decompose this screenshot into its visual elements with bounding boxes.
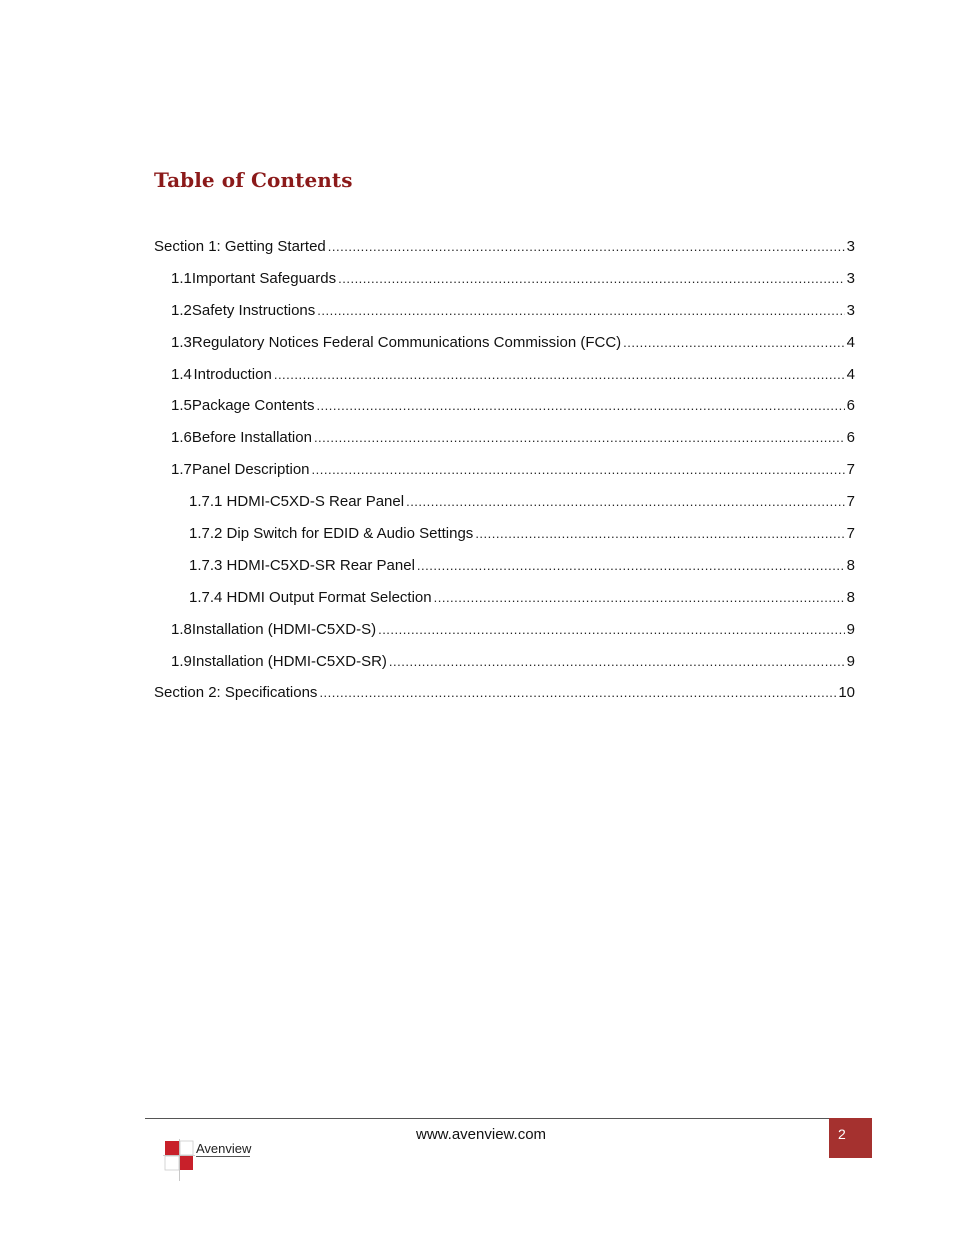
toc-entry-label: Package Contents — [191, 397, 315, 415]
toc-entry-number: 1.3 — [171, 333, 192, 351]
toc-entry-label: Safety Instructions — [191, 301, 316, 319]
toc-entry-page: 7 — [846, 461, 855, 479]
toc-entry[interactable] — [154, 492, 855, 524]
toc-entry-page: 3 — [846, 238, 855, 255]
dot-leader — [328, 237, 845, 257]
toc-entry-page: 8 — [846, 556, 855, 574]
toc-entry-page: 4 — [846, 365, 855, 383]
toc-entry-label: Installation (HDMI-C5XD-S) — [191, 620, 377, 638]
toc-entry-label: 1.7.3 HDMI-C5XD-SR Rear Panel — [189, 556, 415, 574]
dot-leader — [623, 333, 845, 353]
toc-entry-page: 4 — [846, 333, 855, 351]
logo-mark-icon — [163, 1139, 195, 1181]
toc-entry-number: 1.1 — [171, 269, 192, 287]
toc-entry-label: Section 1: Getting Started — [154, 238, 326, 255]
toc-entry-label: Important Safeguards — [191, 269, 337, 287]
toc-entry-number: 1.4 — [171, 365, 192, 383]
logo-text: Avenview — [196, 1141, 252, 1156]
toc-entry-label: Regulatory Notices Federal Communications Commission (FCC) — [191, 333, 622, 351]
dot-leader — [475, 524, 844, 544]
table-of-contents — [154, 237, 855, 715]
dot-leader — [417, 556, 845, 576]
toc-entry-number: 1.5 — [171, 397, 192, 415]
dot-leader — [389, 652, 845, 672]
dot-leader — [317, 301, 844, 321]
toc-entry-page: 7 — [846, 493, 855, 511]
toc-entry-label: Panel Description — [191, 461, 310, 479]
dot-leader — [319, 683, 836, 703]
dot-leader — [338, 269, 845, 289]
logo-underline — [196, 1156, 250, 1157]
toc-entry-page: 6 — [846, 429, 855, 447]
toc-entry-page: 6 — [846, 397, 855, 415]
toc-entry[interactable] — [154, 365, 855, 397]
toc-entry[interactable] — [154, 237, 855, 269]
toc-entry[interactable] — [154, 652, 855, 684]
dot-leader — [434, 588, 845, 608]
page-number: 2 — [838, 1126, 846, 1142]
toc-entry-number: 1.8 — [171, 620, 192, 638]
toc-entry[interactable] — [154, 460, 855, 492]
footer-website-link[interactable]: www.avenview.com — [416, 1126, 547, 1143]
page-title: Table of Contents — [154, 168, 353, 192]
dot-leader — [274, 365, 845, 385]
toc-entry-label: 1.7.1 HDMI-C5XD-S Rear Panel — [189, 493, 405, 511]
dot-leader — [312, 460, 845, 480]
toc-entry[interactable] — [154, 396, 855, 428]
toc-entry[interactable] — [154, 269, 855, 301]
toc-entry-page: 3 — [846, 269, 855, 287]
toc-entry[interactable] — [154, 683, 855, 715]
dot-leader — [316, 396, 844, 416]
toc-entry[interactable] — [154, 428, 855, 460]
toc-entry-number: 1.6 — [171, 429, 192, 447]
avenview-logo — [163, 1139, 273, 1181]
dot-leader — [378, 620, 845, 640]
toc-entry-number: 1.2 — [171, 301, 192, 319]
dot-leader — [406, 492, 845, 512]
toc-entry-page: 10 — [838, 684, 855, 702]
toc-entry-page: 7 — [846, 525, 855, 543]
toc-entry[interactable] — [154, 333, 855, 365]
toc-entry-label: Installation (HDMI-C5XD-SR) — [191, 652, 387, 670]
toc-entry-label: Before Installation — [191, 429, 312, 447]
toc-entry-label: 1.7.2 Dip Switch for EDID & Audio Settings — [189, 525, 474, 543]
toc-entry-page: 9 — [846, 652, 855, 670]
toc-entry-label: 1.7.4 HDMI Output Format Selection — [189, 588, 432, 606]
toc-entry[interactable] — [154, 620, 855, 652]
dot-leader — [314, 428, 845, 448]
toc-entry-label: Section 2: Specifications — [154, 684, 318, 702]
toc-entry-number: 1.9 — [171, 652, 192, 670]
toc-entry[interactable] — [154, 588, 855, 620]
toc-entry[interactable] — [154, 301, 855, 333]
toc-entry-page: 9 — [846, 620, 855, 638]
page-number-badge — [829, 1118, 872, 1158]
footer-divider — [145, 1118, 872, 1119]
toc-entry[interactable] — [154, 556, 855, 588]
toc-entry[interactable] — [154, 524, 855, 556]
toc-entry-label: Introduction — [193, 365, 272, 383]
toc-entry-page: 3 — [846, 301, 855, 319]
toc-entry-number: 1.7 — [171, 461, 192, 479]
toc-entry-page: 8 — [846, 588, 855, 606]
